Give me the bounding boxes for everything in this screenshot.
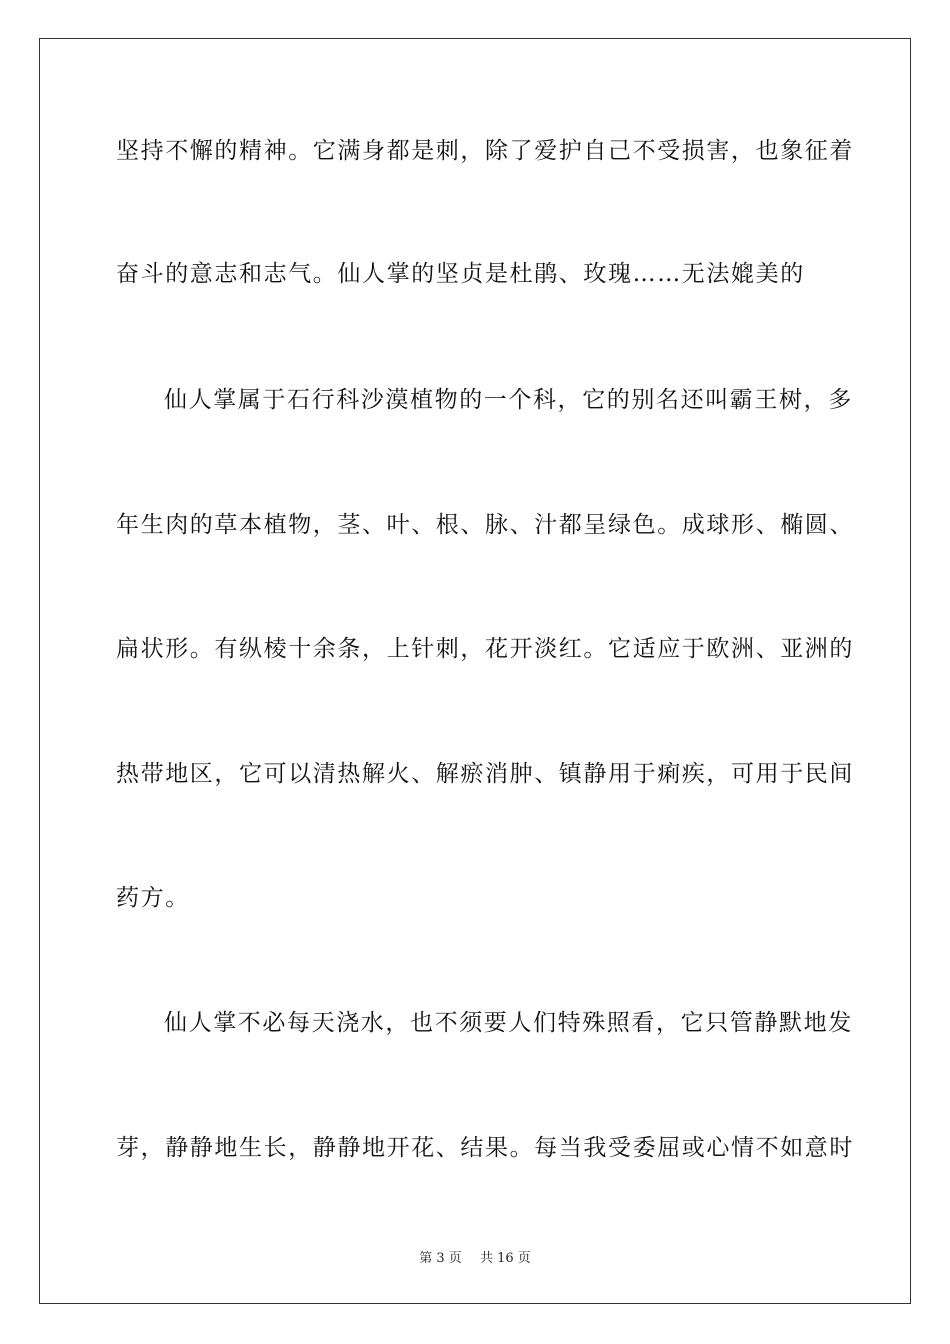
text-line: 坚持不懈的精神。它满身都是刺，除了爱护自己不受损害，也象征着 — [116, 138, 854, 164]
text-line: 奋斗的意志和志气。仙人掌的坚贞是杜鹃、玫瑰……无法媲美的 — [116, 261, 805, 287]
text-line: 芽，静静地生长，静静地开花、结果。每当我受委屈或心情不如意时 — [116, 1135, 854, 1161]
total-pages: 共 16 页 — [479, 1251, 531, 1266]
paragraph-start-line: 仙人掌属于石行科沙漠植物的一个科，它的别名还叫霸王树，多 — [164, 387, 853, 413]
text-line: 扁状形。有纵棱十余条，上针刺，花开淡红。它适应于欧洲、亚洲的 — [116, 636, 854, 662]
page-number: 第 3 页 — [419, 1251, 462, 1266]
page-frame — [39, 38, 911, 1304]
text-line: 药方。 — [116, 885, 190, 911]
paragraph-start-line: 仙人掌不必每天浇水，也不须要人们特殊照看，它只管静默地发 — [164, 1010, 853, 1036]
page-footer — [0, 1250, 950, 1268]
text-line: 热带地区，它可以清热解火、解瘀消肿、镇静用于痢疾，可用于民间 — [116, 761, 854, 787]
text-line: 年生肉的草本植物，茎、叶、根、脉、汁都呈绿色。成球形、椭圆、 — [116, 512, 854, 538]
